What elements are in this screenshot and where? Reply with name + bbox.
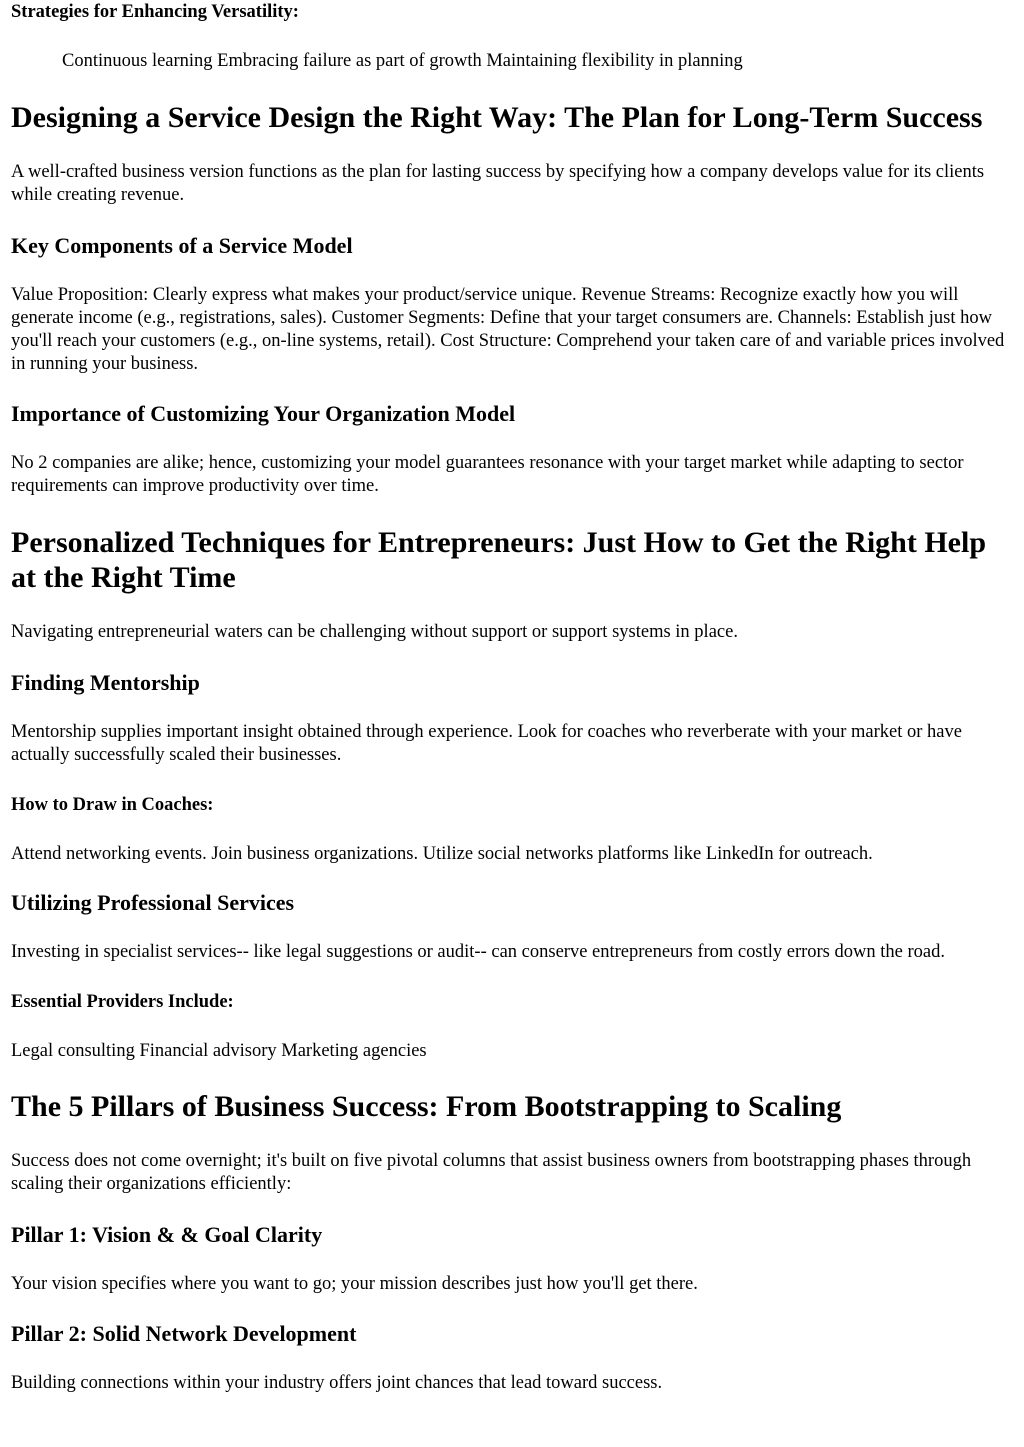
pillars-heading: The 5 Pillars of Business Success: From Bootstrapping to Scaling [11,1090,842,1123]
article [0,1,1024,1395]
personalized-techniques-heading: Personalized Techniques for Entrepreneurs: Just How to Get the Right Help at the Right Time [11,526,986,594]
service-design-paragraph: A well-crafted business version functions as the plan for lasting success by specifying how a company develops value for its clients while creating revenue. [11,162,985,205]
providers-paragraph: Legal consulting Financial advisory Marketing agencies [11,1041,427,1061]
coaches-heading: How to Draw in Coaches: [11,795,214,815]
key-components-paragraph: Value Proposition: Clearly express what makes your product/service unique. Revenue Streams: Recognize exactly how you will generate income (e.g., registrations, sales). Customer Segments: Define that your target consumers are. Channels: Establish just how you'll reach your customers (e.g., on-line systems, retail). Cost Structure: Comprehend your taken care of and variable prices involved in running your business. [11,285,1005,374]
professional-services-heading: Utilizing Professional Services [11,890,295,915]
strategies-list: Continuous learning Embracing failure as part of growth Maintaining flexibility in planning [62,51,743,71]
service-design-heading: Designing a Service Design the Right Way: The Plan for Long-Term Success [11,101,983,134]
coaches-paragraph: Attend networking events. Join business organizations. Utilize social networks platforms like LinkedIn for outreach. [11,844,873,864]
pillar-2-heading: Pillar 2: Solid Network Development [11,1321,357,1346]
pillars-paragraph: Success does not come overnight; it's built on five pivotal columns that assist business owners from bootstrapping phases through scaling their organizations efficiently: [11,1151,972,1194]
mentorship-heading: Finding Mentorship [11,670,200,695]
pillar-2-paragraph: Building connections within your industry offers joint chances that lead toward success. [11,1373,663,1393]
key-components-heading: Key Components of a Service Model [11,233,353,258]
pillar-1-paragraph: Your vision specifies where you want to go; your mission describes just how you'll get there. [11,1274,698,1294]
providers-heading: Essential Providers Include: [11,992,234,1012]
pillar-1-heading: Pillar 1: Vision & & Goal Clarity [11,1222,323,1247]
customizing-paragraph: No 2 companies are alike; hence, customizing your model guarantees resonance with your target market while adapting to sector requirements can improve productivity over time. [11,453,964,496]
professional-services-paragraph: Investing in specialist services-- like legal suggestions or audit-- can conserve entrepreneurs from costly errors down the road. [11,942,945,962]
customizing-heading: Importance of Customizing Your Organization Model [11,401,516,426]
strategies-heading: Strategies for Enhancing Versatility: [11,2,299,22]
personalized-techniques-paragraph: Navigating entrepreneurial waters can be challenging without support or support systems in place. [11,622,738,642]
mentorship-paragraph: Mentorship supplies important insight obtained through experience. Look for coaches who reverberate with your market or have actually successfully scaled their businesses. [11,722,962,765]
